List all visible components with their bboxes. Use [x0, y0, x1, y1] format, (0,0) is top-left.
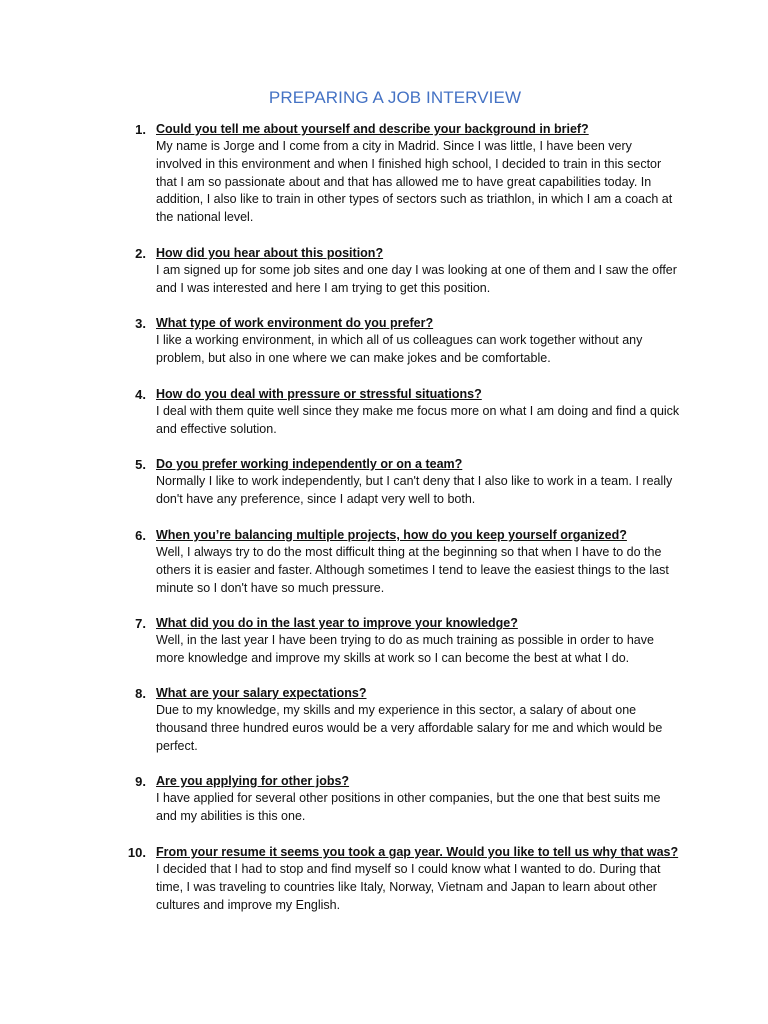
item-number: 4. — [135, 387, 146, 402]
question-text: What are your salary expectations? — [156, 686, 367, 700]
qa-item-9 — [120, 773, 680, 826]
qa-item-8 — [120, 685, 680, 755]
answer-text: I like a working environment, in which all of us colleagues can work together without any problem, but also in one where we can make jokes and be comfortable. — [156, 333, 643, 365]
item-number: 2. — [135, 246, 146, 261]
qa-item-7 — [120, 615, 680, 668]
qa-item-1 — [120, 121, 680, 227]
answer-text: I have applied for several other positions in other companies, but the one that best suits me and my abilities is this one. — [156, 791, 661, 823]
question-text: What did you do in the last year to improve your knowledge? — [156, 616, 518, 630]
qa-item-3 — [120, 315, 680, 368]
question-text: What type of work environment do you prefer? — [156, 316, 434, 330]
question-text: From your resume it seems you took a gap year. Would you like to tell us why that was? — [156, 845, 679, 859]
document-title: PREPARING A JOB INTERVIEW — [268, 88, 522, 107]
item-number: 9. — [135, 774, 146, 789]
answer-text: My name is Jorge and I come from a city in Madrid. Since I was little, I have been very involved in this environment and when I finished high school, I decided to train in this sector that I am so passionate about and that has allowed me to have great capabilities today. In addition, I also like to train in other types of sectors such as triathlon, in which I am a coach at the national level. — [156, 139, 673, 225]
answer-text: I decided that I had to stop and find myself so I could know what I wanted to do. During that time, I was traveling to countries like Italy, Norway, Vietnam and Japan to learn about other cultures and improve my English. — [156, 862, 661, 912]
answer-text: I deal with them quite well since they make me focus more on what I am doing and find a quick and effective solution. — [156, 404, 680, 436]
qa-item-10 — [120, 844, 680, 914]
item-number: 5. — [135, 457, 146, 472]
question-text: How do you deal with pressure or stressful situations? — [156, 387, 482, 401]
item-number: 7. — [135, 616, 146, 631]
answer-text: I am signed up for some job sites and one day I was looking at one of them and I saw the offer and I was interested and here I am trying to get this position. — [156, 263, 677, 295]
question-text: Could you tell me about yourself and describe your background in brief? — [156, 122, 589, 136]
answer-text: Normally I like to work independently, but I can't deny that I also like to work in a team. I really don't have any preference, since I adapt very well to both. — [156, 474, 673, 506]
qa-item-2 — [120, 245, 680, 298]
question-text: How did you hear about this position? — [156, 246, 384, 260]
answer-text: Well, I always try to do the most difficult thing at the beginning so that when I have to do the others it is easier and faster. Although sometimes I tend to leave the easiest things to the last minute so I don't have so much pressure. — [156, 545, 669, 595]
item-number: 6. — [135, 528, 146, 543]
qa-item-4 — [120, 386, 680, 439]
question-text: Are you applying for other jobs? — [156, 774, 350, 788]
question-text: When you’re balancing multiple projects, how do you keep yourself organized? — [156, 528, 627, 542]
item-number: 3. — [135, 316, 146, 331]
answer-text: Well, in the last year I have been trying to do as much training as possible in order to have more knowledge and improve my skills at work so I can become the best at what I do. — [156, 633, 654, 665]
qa-item-5 — [120, 456, 680, 509]
qa-item-6 — [120, 527, 680, 597]
question-text: Do you prefer working independently or on a team? — [156, 457, 463, 471]
item-number: 10. — [127, 845, 146, 860]
item-number: 1. — [135, 122, 146, 137]
item-number: 8. — [135, 686, 146, 701]
answer-text: Due to my knowledge, my skills and my experience in this sector, a salary of about one thousand three hundred euros would be a very affordable salary for me and which would be perfect. — [156, 703, 663, 753]
